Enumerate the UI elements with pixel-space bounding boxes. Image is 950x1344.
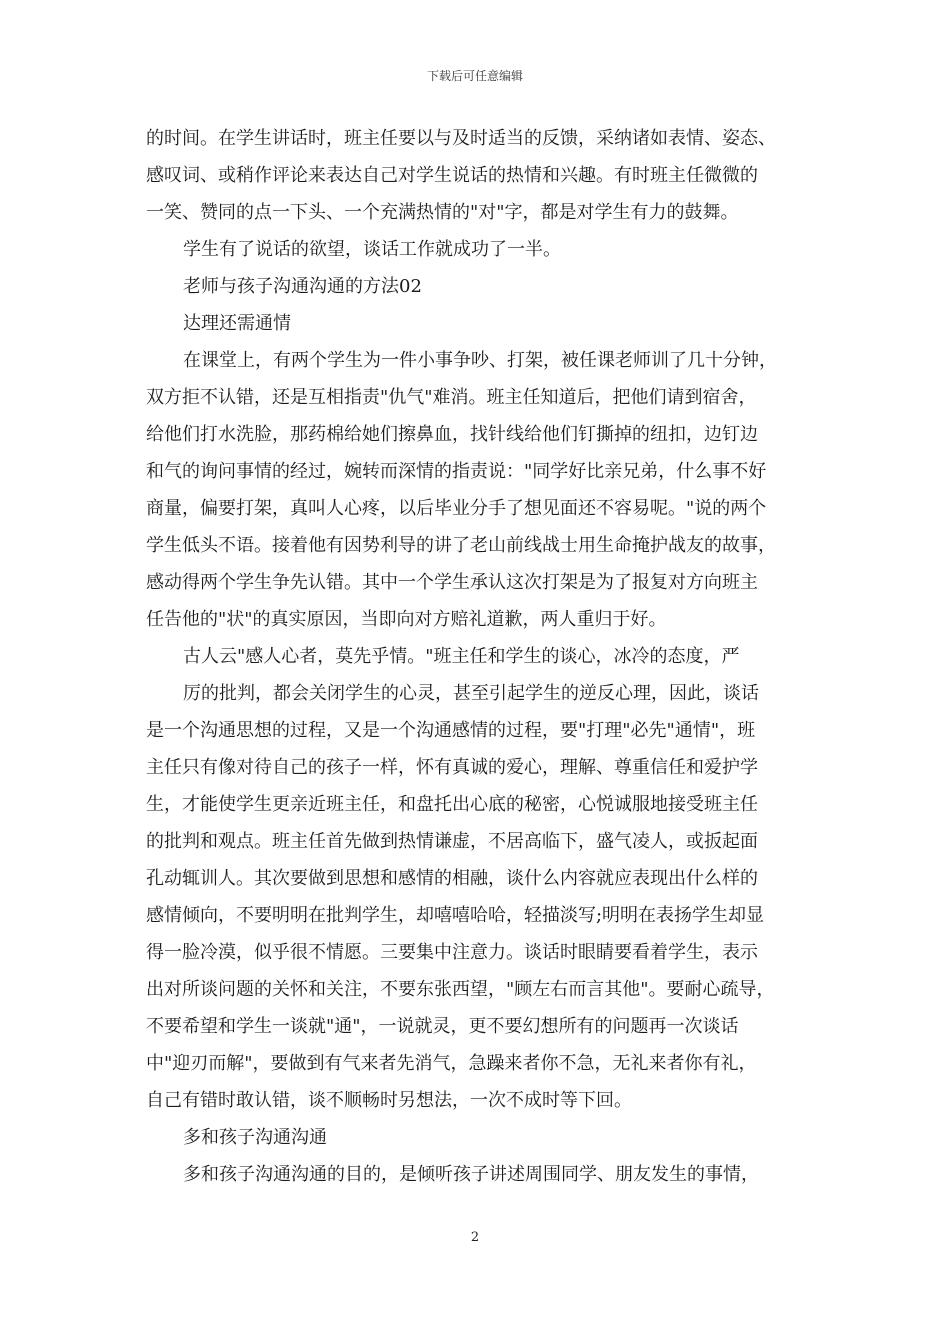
text-line: 任告他的"状"的真实原因，当即向对方赔礼道歉，两人重归于好。	[146, 609, 667, 630]
text-line: 厉的批判，都会关闭学生的心灵，甚至引起学生的逆反心理，因此，谈话	[183, 683, 759, 704]
text-line: 生，才能使学生更亲近班主任，和盘托出心底的秘密，心悦诚服地接受班主任	[146, 794, 758, 815]
text-line: 一笑、赞同的点一下头、一个充满热情的"对"字，都是对学生有力的鼓舞。	[146, 202, 739, 223]
text-line: 多和孩子沟通沟通的目的，是倾听孩子讲述周围同学、朋友发生的事情，	[183, 1164, 759, 1185]
text-line: 孔动辄训人。其次要做到思想和感情的相融，谈什么内容就应表现出什么样的	[146, 868, 758, 889]
text-line: 出对所谈问题的关怀和关注，不要东张西望，"顾左右而言其他"。要耐心疏导，	[146, 979, 775, 1000]
text-line: 双方拒不认错，还是互相指责"仇气"难消。班主任知道后，把他们请到宿舍，	[146, 387, 757, 408]
text-line: 感情倾向，不要明明在批判学生，却嘻嘻哈哈，轻描淡写;明明在表扬学生却显	[146, 905, 765, 926]
text-line: 主任只有像对待自己的孩子一样，怀有真诚的爱心，理解、尊重信任和爱护学	[146, 757, 758, 778]
text-line: 学生低头不语。接着他有因势利导的讲了老山前线战士用生命掩护战友的故事，	[146, 535, 776, 556]
text-line: 的时间。在学生讲话时，班主任要以与及时适当的反馈，采纳诸如表情、姿态、	[146, 128, 776, 149]
text-line: 感叹词、或稍作评论来表达自己对学生说话的热情和兴趣。有时班主任微微的	[146, 165, 758, 186]
text-line: 自己有错时敢认错，谈不顺畅时另想法，一次不成时等下回。	[146, 1090, 632, 1111]
text-line: 感动得两个学生争先认错。其中一个学生承认这次打架是为了报复对方向班主	[146, 572, 758, 593]
text-line: 得一脸冷漠，似乎很不情愿。三要集中注意力。谈话时眼睛要看着学生，表示	[146, 942, 758, 963]
text-line: 在课堂上，有两个学生为一件小事争吵、打架，被任课老师训了几十分钟，	[183, 350, 777, 371]
page-number: 2	[470, 1230, 480, 1245]
text-line: 老师与孩子沟通沟通的方法02	[183, 276, 422, 297]
text-line: 古人云"感人心者，莫先乎情。"班主任和学生的谈心，冰冷的态度，严	[183, 646, 740, 667]
text-line: 商量，偏要打架，真叫人心疼，以后毕业分手了想见面还不容易呢。"说的两个	[146, 498, 767, 519]
text-line: 不要希望和学生一谈就"通"，一说就灵，更不要幻想所有的问题再一次谈话	[146, 1016, 739, 1037]
text-line: 多和孩子沟通沟通	[183, 1127, 327, 1148]
text-line: 中"迎刃而解"，要做到有气来者先消气，急躁来者你不急，无礼来者你有礼，	[146, 1053, 757, 1074]
page-header: 下载后可任意编辑	[426, 69, 523, 83]
text-line: 给他们打水洗脸，那药棉给她们擦鼻血，找针线给他们钉撕掉的纽扣，边钉边	[146, 424, 758, 445]
text-line: 的批判和观点。班主任首先做到热情谦虚，不居高临下，盛气凌人，或扳起面	[146, 831, 758, 852]
text-line: 达理还需通情	[183, 313, 291, 334]
text-line: 和气的询问事情的经过，婉转而深情的指责说："同学好比亲兄弟，什么事不好	[146, 461, 767, 482]
text-line: 学生有了说话的欲望，谈话工作就成功了一半。	[183, 239, 561, 260]
text-line: 是一个沟通思想的过程，又是一个沟通感情的过程，要"打理"必先"通情"，班	[146, 720, 756, 741]
